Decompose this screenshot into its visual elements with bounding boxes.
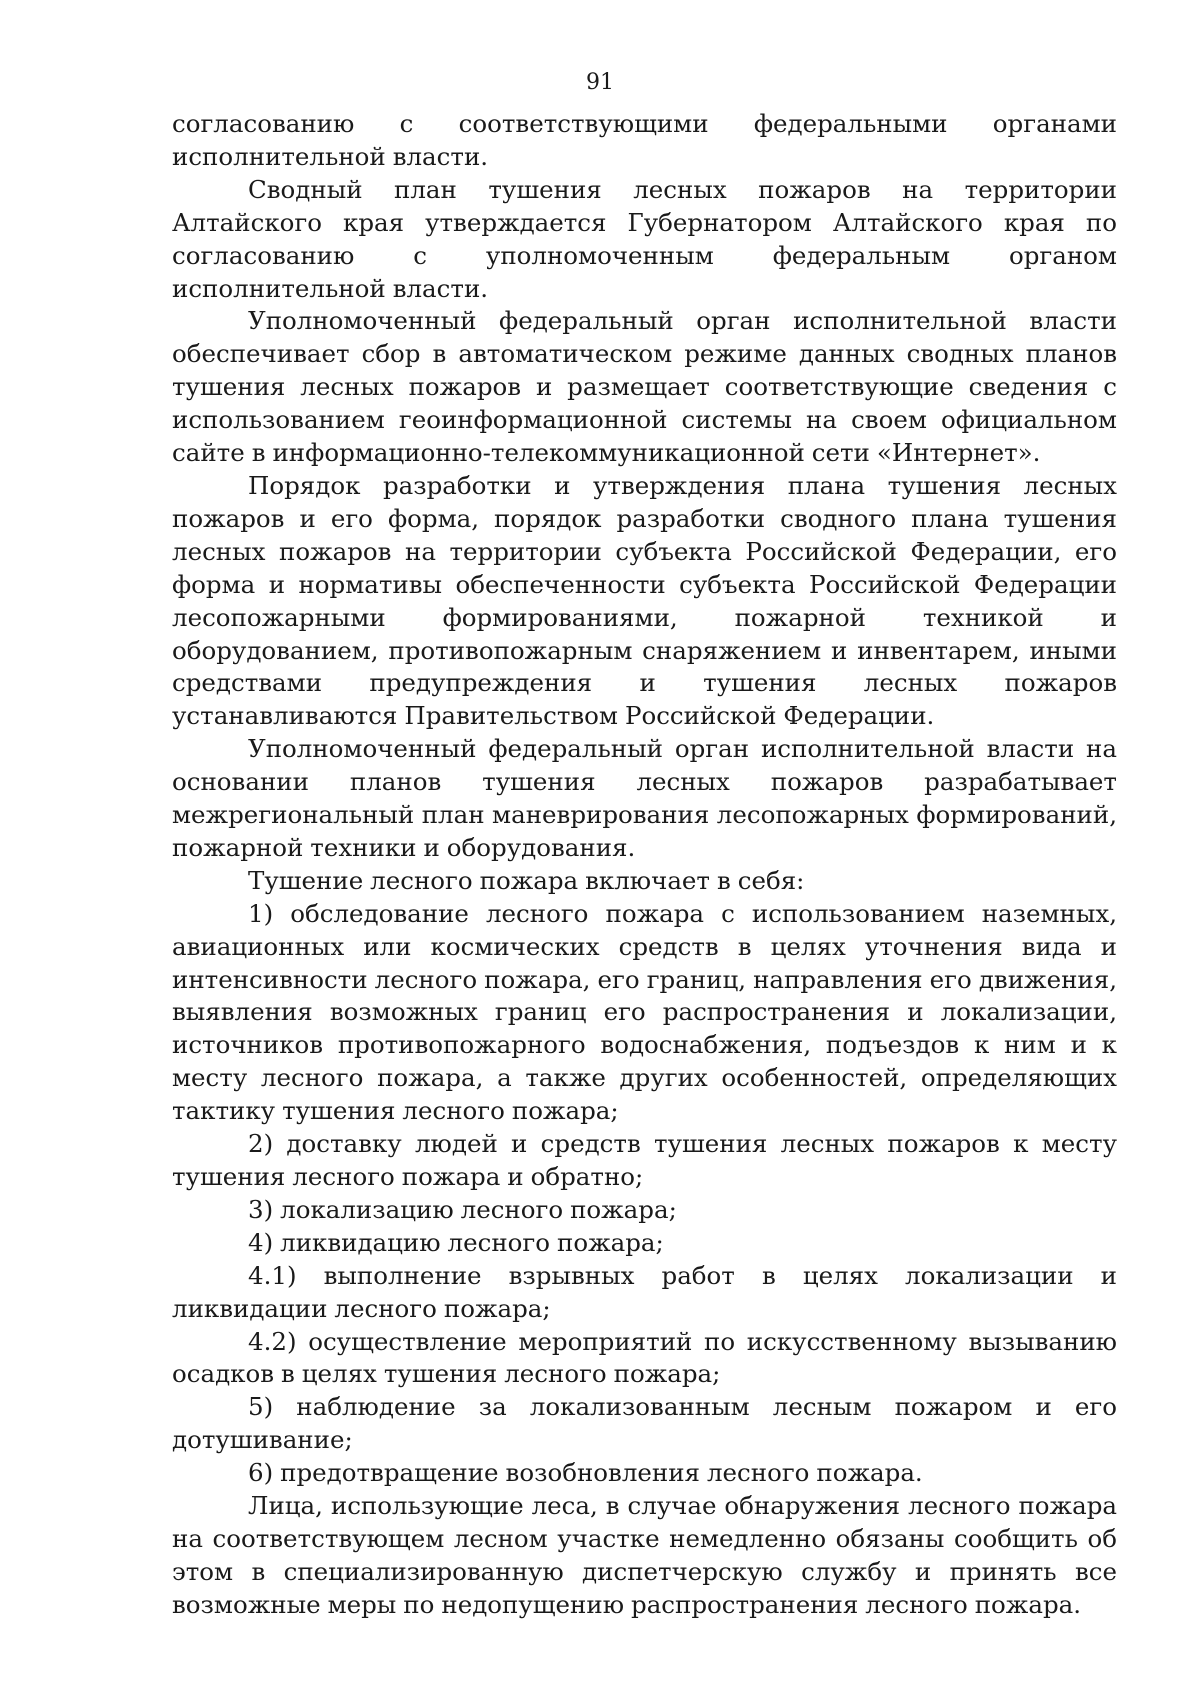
list-item-1: 1) обследование лесного пожара с использованием наземных, авиационных или космических средств в целях уточнения вида и интенсивности лесного пожара, его границ, направления его движения, выявления возможных границ его распространения и локализации, источников противопожарного водоснабжения, подъездов к ним и к месту лесного пожара, а также других особенностей, определяющих тактику тушения лесного пожара; — [172, 898, 1117, 1126]
list-item-6: 6) предотвращение возобновления лесного пожара. — [248, 1458, 923, 1488]
paragraph-maneuvering-plan: Уполномоченный федеральный орган исполнительной власти на основании планов тушения лесных пожаров разрабатывает межрегиональный план маневрирования лесопожарных формирований, пожарной техники и оборудования. — [172, 734, 1117, 862]
list-item-4: 4) ликвидацию лесного пожара; — [248, 1227, 664, 1257]
list-item-3: 3) локализацию лесного пожара; — [248, 1194, 677, 1224]
list-item-2: 2) доставку людей и средств тушения лесных пожаров к месту тушения лесного пожара и обратно; — [172, 1129, 1117, 1191]
paragraph-forest-users-duty: Лица, использующие леса, в случае обнаружения лесного пожара на соответствующем лесном участке немедленно обязаны сообщить об этом в специализированную диспетчерскую службу и принять все возможные меры по недопущению распространения лесного пожара. — [172, 1491, 1117, 1619]
list-item-4-1: 4.1) выполнение взрывных работ в целях локализации и ликвидации лесного пожара; — [172, 1260, 1117, 1323]
paragraph-summary-plan: Сводный план тушения лесных пожаров на территории Алтайского края утверждается Губернатором Алтайского края по согласованию с уполномоченным федеральным органом исполнительной власти. — [172, 174, 1117, 303]
document-body — [172, 108, 1117, 1622]
list-item-5: 5) наблюдение за локализованным лесным пожаром и его дотушивание; — [172, 1392, 1117, 1455]
paragraph-continuation: согласованию с соответствующими федеральными органами исполнительной власти. — [172, 109, 1117, 171]
list-item-4-2: 4.2) осуществление мероприятий по искусственному вызыванию осадков в целях тушения лесного пожара; — [172, 1326, 1117, 1389]
paragraph-firefighting-includes: Тушение лесного пожара включает в себя: — [248, 865, 805, 895]
paragraph-data-collection: Уполномоченный федеральный орган исполнительной власти обеспечивает сбор в автоматическом режиме данных сводных планов тушения лесных пожаров и размещает соответствующие сведения с использованием геоинформационной системы на своем официальном сайте в информационно-телекоммуникационной сети «Интернет». — [172, 306, 1117, 468]
page-number: 91 — [586, 70, 614, 95]
paragraph-development-order: Порядок разработки и утверждения плана тушения лесных пожаров и его форма, порядок разработки сводного плана тушения лесных пожаров на территории субъекта Российской Федерации, его форма и нормативы обеспеченности субъекта Российской Федерации лесопожарными формированиями, пожарной техникой и оборудованием, противопожарным снаряжением и инвентарем, иными средствами предупреждения и тушения лесных пожаров устанавливаются Правительством Российской Федерации. — [172, 470, 1117, 731]
